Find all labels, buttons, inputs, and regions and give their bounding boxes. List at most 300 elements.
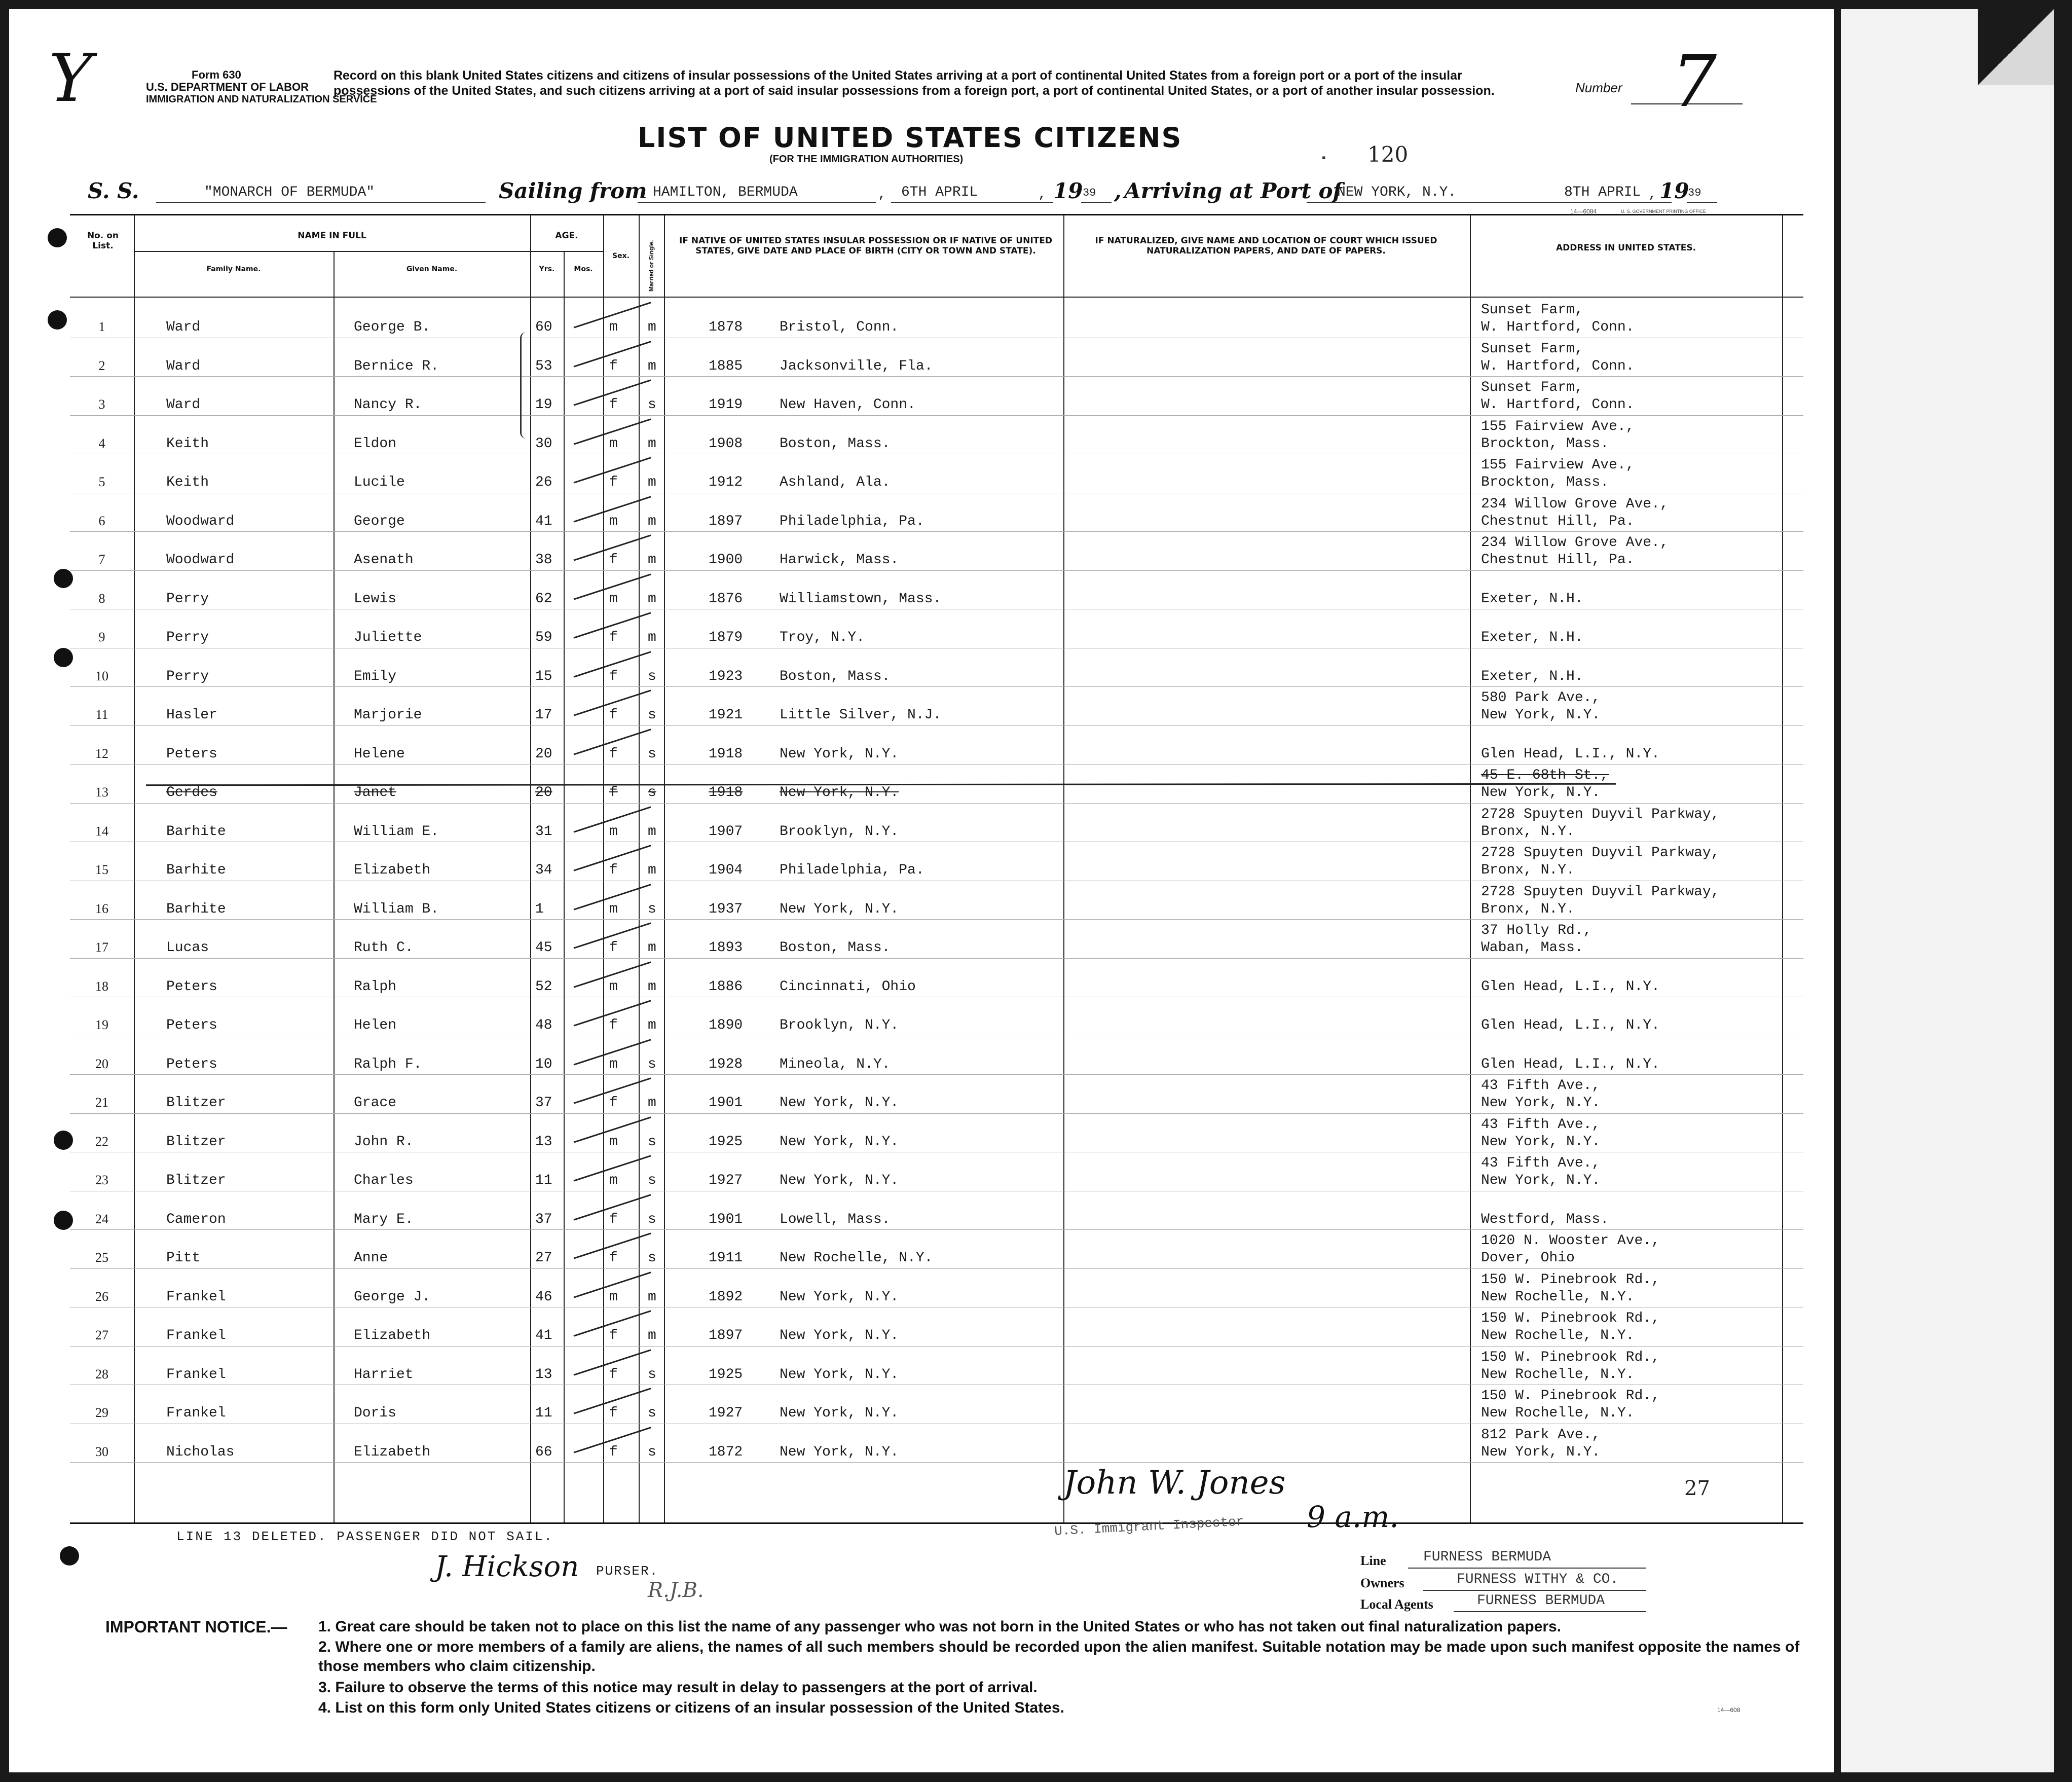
- address-line-1: 2728 Spuyten Duyvil Parkway,: [1481, 806, 1720, 822]
- birth-place: Harwick, Mass.: [780, 552, 899, 568]
- address-line-1: 2728 Spuyten Duyvil Parkway,: [1481, 845, 1720, 861]
- age-years: 19: [535, 397, 552, 413]
- given-name: Anne: [354, 1250, 388, 1266]
- address-line-1: 2728 Spuyten Duyvil Parkway,: [1481, 884, 1720, 900]
- birth-place: New York, N.Y.: [780, 785, 899, 801]
- birth-place: Ashland, Ala.: [780, 475, 891, 490]
- given-name: Eldon: [354, 435, 397, 452]
- table-row: [70, 1269, 1803, 1307]
- address-line-2: Brockton, Mass.: [1481, 435, 1609, 452]
- table-row: [70, 765, 1803, 803]
- address-line-1: Sunset Farm,: [1481, 302, 1583, 318]
- sex: f: [609, 1095, 618, 1111]
- marital-status: s: [648, 785, 656, 801]
- sex: f: [609, 1250, 618, 1266]
- table-row: [70, 1347, 1803, 1385]
- table-row: [70, 842, 1803, 881]
- marital-status: s: [648, 746, 656, 762]
- table-row: [70, 1385, 1803, 1424]
- given-name: William E.: [354, 823, 439, 840]
- address-line-1: 37 Holly Rd.,: [1481, 923, 1592, 938]
- agents-label: Local Agents: [1360, 1597, 1433, 1612]
- row-number: 13: [95, 785, 108, 799]
- sex: f: [609, 862, 618, 878]
- address-line-2: Waban, Mass.: [1481, 940, 1583, 956]
- family-name: Lucas: [166, 940, 209, 956]
- given-name: Elizabeth: [354, 1444, 431, 1460]
- birth-year: 1876: [709, 591, 743, 607]
- col-header-address: ADDRESS IN UNITED STATES.: [1556, 243, 1696, 253]
- birth-place: Mineola, N.Y.: [780, 1056, 891, 1072]
- stamp-number: 120: [1367, 142, 1409, 167]
- age-years: 60: [535, 319, 552, 335]
- page-title: LIST OF UNITED STATES CITIZENS: [638, 122, 1182, 154]
- family-name: Ward: [166, 319, 201, 335]
- age-years: 20: [535, 785, 552, 801]
- given-name: Bernice R.: [354, 358, 439, 374]
- row-number: 11: [95, 707, 108, 722]
- marital-status: m: [648, 435, 656, 452]
- line-value: FURNESS BERMUDA: [1423, 1549, 1551, 1565]
- table-row: [70, 959, 1803, 997]
- marital-status: m: [648, 823, 656, 840]
- birth-year: 1927: [709, 1173, 743, 1188]
- family-name: Barhite: [166, 823, 226, 840]
- marital-status: s: [648, 1211, 656, 1227]
- address-line-2: Chestnut Hill, Pa.: [1481, 552, 1635, 568]
- marital-status: m: [648, 1328, 656, 1343]
- birth-place: Jacksonville, Fla.: [780, 358, 933, 374]
- given-name: Helene: [354, 746, 405, 762]
- comma: ,: [1648, 187, 1657, 202]
- address-line-2: Glen Head, L.I., N.Y.: [1481, 1017, 1660, 1033]
- row-number: 6: [98, 513, 105, 528]
- arriving-year: 39: [1688, 187, 1701, 199]
- marital-status: m: [648, 319, 656, 335]
- row-number: 15: [95, 862, 108, 877]
- table-row: [70, 609, 1803, 648]
- birth-place: Brooklyn, N.Y.: [780, 1017, 899, 1033]
- given-name: Doris: [354, 1405, 397, 1421]
- marital-status: s: [648, 1405, 656, 1421]
- comma: ,: [1038, 187, 1047, 202]
- notice-title: IMPORTANT NOTICE.—: [105, 1618, 287, 1636]
- address-line-2: New York, N.Y.: [1481, 1095, 1601, 1111]
- notice-item-3: 3. Failure to observe the terms of this notice may result in delay to passengers at the port of arrival.: [318, 1679, 1038, 1696]
- birth-place: New Haven, Conn.: [780, 397, 916, 413]
- ship-name-line: [156, 202, 486, 203]
- table-row: [70, 299, 1803, 338]
- address-line-2: Dover, Ohio: [1481, 1250, 1575, 1266]
- row-number: 3: [98, 397, 105, 412]
- address-line-2: W. Hartford, Conn.: [1481, 319, 1635, 335]
- notice-item-4: 4. List on this form only United States citizens or citizens of an insular possession of the United States.: [318, 1699, 1064, 1716]
- address-line-2: New Rochelle, N.Y.: [1481, 1289, 1635, 1305]
- address-line-1: 150 W. Pinebrook Rd.,: [1481, 1311, 1660, 1326]
- birth-year: 1927: [709, 1405, 743, 1421]
- sailing-label: Sailing from: [499, 178, 647, 203]
- punch-hole: [60, 1546, 79, 1566]
- col-header-sex: Sex.: [612, 252, 630, 260]
- address-line-2: Glen Head, L.I., N.Y.: [1481, 978, 1660, 995]
- sex: f: [609, 1211, 618, 1227]
- given-name: Lewis: [354, 591, 397, 607]
- birth-year: 1921: [709, 707, 743, 723]
- family-name: Blitzer: [166, 1095, 226, 1111]
- sex: f: [609, 1444, 618, 1460]
- page-mark: Y: [49, 40, 92, 117]
- given-name: Elizabeth: [354, 1328, 431, 1343]
- arriving-port-line: [1307, 202, 1560, 203]
- family-name: Gerdes: [166, 785, 217, 801]
- marital-status: s: [648, 1250, 656, 1266]
- address-line-2: Glen Head, L.I., N.Y.: [1481, 1056, 1660, 1072]
- birth-place: New York, N.Y.: [780, 1405, 899, 1421]
- row-number: 14: [95, 823, 108, 839]
- marital-status: m: [648, 1095, 656, 1111]
- given-name: Juliette: [354, 630, 422, 645]
- birth-place: Boston, Mass.: [780, 668, 891, 684]
- given-name: Ralph F.: [354, 1056, 422, 1072]
- row-number: 30: [95, 1444, 108, 1459]
- address-line-2: Exeter, N.H.: [1481, 591, 1583, 607]
- address-line-2: New York, N.Y.: [1481, 1173, 1601, 1188]
- passenger-rows: [70, 299, 1803, 1522]
- birth-year: 1925: [709, 1366, 743, 1383]
- age-years: 46: [535, 1289, 552, 1305]
- address-line-1: Sunset Farm,: [1481, 380, 1583, 395]
- row-number: 21: [95, 1095, 108, 1110]
- birth-year: 1908: [709, 435, 743, 452]
- row-number: 29: [95, 1405, 108, 1420]
- family-name: Frankel: [166, 1405, 226, 1421]
- arriving-year-line: [1687, 202, 1717, 203]
- age-years: 41: [535, 513, 552, 529]
- table-row: [70, 726, 1803, 765]
- age-years: 26: [535, 475, 552, 490]
- arriving-label: Arriving at Port of: [1124, 178, 1342, 203]
- row-number: 4: [98, 435, 105, 451]
- row-rule: [70, 1462, 1803, 1463]
- row-number: 8: [98, 591, 105, 606]
- age-years: 13: [535, 1366, 552, 1383]
- marital-status: s: [648, 707, 656, 723]
- address-line-1: 234 Willow Grove Ave.,: [1481, 535, 1669, 551]
- given-name: Asenath: [354, 552, 414, 568]
- family-name: Frankel: [166, 1328, 226, 1343]
- birth-year: 1937: [709, 901, 743, 917]
- address-line-2: New Rochelle, N.Y.: [1481, 1366, 1635, 1383]
- address-line-2: Bronx, N.Y.: [1481, 862, 1575, 878]
- age-years: 52: [535, 978, 552, 995]
- col-header-family: Family Name.: [206, 265, 261, 273]
- row-number: 26: [95, 1289, 108, 1304]
- given-name: Marjorie: [354, 707, 422, 723]
- given-name: Charles: [354, 1173, 414, 1188]
- birth-place: New York, N.Y.: [780, 1444, 899, 1460]
- birth-place: New York, N.Y.: [780, 1366, 899, 1383]
- birth-place: Philadelphia, Pa.: [780, 862, 924, 878]
- marital-status: m: [648, 513, 656, 529]
- birth-year: 1878: [709, 319, 743, 335]
- marital-status: m: [648, 475, 656, 490]
- birth-year: 1897: [709, 513, 743, 529]
- birth-year: 1893: [709, 940, 743, 956]
- row-number: 22: [95, 1134, 108, 1149]
- address-line-2: New York, N.Y.: [1481, 707, 1601, 723]
- sex: m: [609, 823, 618, 840]
- col-header-mos: Mos.: [574, 265, 593, 273]
- address-line-1: 234 Willow Grove Ave.,: [1481, 496, 1669, 512]
- family-name: Ward: [166, 397, 201, 413]
- birth-place: New York, N.Y.: [780, 746, 899, 762]
- birth-place: New Rochelle, N.Y.: [780, 1250, 933, 1266]
- col-header-birth: IF NATIVE OF UNITED STATES INSULAR POSSESSION OR IF NATIVE OF UNITED STATES, GIVE DATE AND PLACE OF BIRTH (CITY OR TOWN AND STATE).: [679, 236, 1052, 256]
- marital-status: m: [648, 630, 656, 645]
- form-number: Form 630: [192, 68, 241, 81]
- address-line-1: 150 W. Pinebrook Rd.,: [1481, 1349, 1660, 1365]
- age-years: 34: [535, 862, 552, 878]
- punch-hole: [48, 310, 67, 330]
- col-header-name: NAME IN FULL: [298, 231, 366, 241]
- birth-place: New York, N.Y.: [780, 1173, 899, 1188]
- sex: m: [609, 978, 618, 995]
- address-line-1: 150 W. Pinebrook Rd.,: [1481, 1388, 1660, 1404]
- sex: m: [609, 435, 618, 452]
- sailing-from-line: [638, 202, 876, 203]
- ship-name: "MONARCH OF BERMUDA": [204, 185, 375, 200]
- birth-year: 1901: [709, 1211, 743, 1227]
- table-row: [70, 804, 1803, 842]
- sex: f: [609, 785, 618, 801]
- punch-hole: [48, 228, 67, 247]
- total-count: 27: [1684, 1477, 1710, 1500]
- page-subtitle: (FOR THE IMMIGRATION AUTHORITIES): [769, 154, 964, 165]
- col-header-age: AGE.: [555, 231, 578, 241]
- sex: f: [609, 1366, 618, 1383]
- birth-place: Little Silver, N.J.: [780, 707, 942, 723]
- age-years: 27: [535, 1250, 552, 1266]
- address-line-2: W. Hartford, Conn.: [1481, 397, 1635, 413]
- agency-name: IMMIGRATION AND NATURALIZATION SERVICE: [146, 94, 377, 105]
- row-number: 20: [95, 1056, 108, 1071]
- age-years: 37: [535, 1211, 552, 1227]
- marital-status: m: [648, 940, 656, 956]
- birth-place: New York, N.Y.: [780, 1289, 899, 1305]
- family-name: Peters: [166, 978, 217, 995]
- birth-year: 1925: [709, 1134, 743, 1150]
- address-line-1: 45 E. 68th St.,: [1481, 768, 1609, 783]
- age-years: 1: [535, 901, 544, 917]
- sailing-date-line: [891, 202, 1053, 203]
- arriving-date: 8TH APRIL: [1564, 185, 1641, 200]
- family-name: Perry: [166, 630, 209, 645]
- table-row: [70, 1307, 1803, 1346]
- print-code: 14—6084: [1570, 208, 1597, 215]
- sailing-year-prefix: 19: [1053, 178, 1083, 203]
- sex: f: [609, 1328, 618, 1343]
- sex: m: [609, 319, 618, 335]
- sex: m: [609, 1056, 618, 1072]
- family-name: Perry: [166, 591, 209, 607]
- address-line-2: New Rochelle, N.Y.: [1481, 1405, 1635, 1421]
- table-row: [70, 1036, 1803, 1075]
- marital-status: m: [648, 552, 656, 568]
- row-number: 25: [95, 1250, 108, 1265]
- birth-year: 1907: [709, 823, 743, 840]
- row-number: 10: [95, 668, 108, 683]
- arriving-port: NEW YORK, N.Y.: [1337, 185, 1457, 200]
- birth-place: Troy, N.Y.: [780, 630, 865, 645]
- given-name: Helen: [354, 1017, 397, 1033]
- family-name: Frankel: [166, 1289, 226, 1305]
- address-line-1: 580 Park Ave.,: [1481, 690, 1601, 706]
- col-header-given: Given Name.: [406, 265, 458, 273]
- marital-status: m: [648, 1017, 656, 1033]
- row-number: 12: [95, 746, 108, 761]
- row-number: 9: [98, 630, 105, 644]
- record-instructions: Record on this blank United States citizens and citizens of insular possessions of the United States arriving at a port of continental United States from a foreign port or a port of the insular possessions of the United States, and such citizens arriving at a port of said insular possessions from a foreign port, a port of continental United States, or a port of another insular possession.: [334, 68, 1495, 98]
- age-years: 53: [535, 358, 552, 374]
- purser-label: PURSER.: [596, 1563, 659, 1579]
- age-years: 17: [535, 707, 552, 723]
- given-name: George B.: [354, 319, 431, 335]
- sex: f: [609, 940, 618, 956]
- family-name: Hasler: [166, 707, 217, 723]
- birth-place: Boston, Mass.: [780, 435, 891, 452]
- birth-year: 1879: [709, 630, 743, 645]
- sex: f: [609, 397, 618, 413]
- birth-place: Philadelphia, Pa.: [780, 513, 924, 529]
- family-name: Peters: [166, 1017, 217, 1033]
- birth-year: 1918: [709, 785, 743, 801]
- birth-year: 1923: [709, 668, 743, 684]
- address-line-2: New York, N.Y.: [1481, 1134, 1601, 1150]
- age-years: 11: [535, 1405, 552, 1421]
- agents-underline: [1454, 1611, 1646, 1612]
- address-line-2: Bronx, N.Y.: [1481, 823, 1575, 840]
- address-line-2: Glen Head, L.I., N.Y.: [1481, 746, 1660, 762]
- sex: m: [609, 1173, 618, 1188]
- address-line-2: Exeter, N.H.: [1481, 668, 1583, 684]
- address-line-2: Exeter, N.H.: [1481, 630, 1583, 645]
- address-line-1: 43 Fifth Ave.,: [1481, 1078, 1601, 1094]
- birth-year: 1901: [709, 1095, 743, 1111]
- marital-status: m: [648, 358, 656, 374]
- row-number: 5: [98, 475, 105, 489]
- address-line-2: New York, N.Y.: [1481, 1444, 1601, 1460]
- sex: f: [609, 1017, 618, 1033]
- col-header-no: No. on List.: [87, 231, 119, 251]
- birth-year: 1885: [709, 358, 743, 374]
- comma: ,: [1114, 178, 1122, 203]
- manifest-page: [9, 9, 1834, 1772]
- family-name: Peters: [166, 746, 217, 762]
- given-name: George: [354, 513, 405, 529]
- marital-status: m: [648, 978, 656, 995]
- age-years: 66: [535, 1444, 552, 1460]
- table-row: [70, 338, 1803, 377]
- given-name: Janet: [354, 785, 397, 801]
- table-row: [70, 454, 1803, 493]
- age-years: 59: [535, 630, 552, 645]
- table-row: [70, 1152, 1803, 1191]
- sex: m: [609, 591, 618, 607]
- given-name: Grace: [354, 1095, 397, 1111]
- line-label: Line: [1360, 1553, 1386, 1568]
- page-curl: [1978, 9, 2054, 85]
- age-years: 48: [535, 1017, 552, 1033]
- agents-value: FURNESS BERMUDA: [1477, 1593, 1605, 1609]
- address-line-1: Sunset Farm,: [1481, 341, 1583, 357]
- header-rule: [530, 251, 603, 252]
- age-years: 45: [535, 940, 552, 956]
- header-rule: [134, 251, 563, 252]
- address-line-1: 150 W. Pinebrook Rd.,: [1481, 1271, 1660, 1288]
- table-row: [70, 1075, 1803, 1113]
- birth-place: New York, N.Y.: [780, 901, 899, 917]
- inspector-label: U.S. Immigrant Inspector: [1054, 1514, 1244, 1539]
- birth-place: New York, N.Y.: [780, 1328, 899, 1343]
- notice-item-1: 1. Great care should be taken not to place on this list the name of any passenger who was not born in the United States or who has not taken out final naturalization papers.: [318, 1618, 1562, 1635]
- address-line-1: 812 Park Ave.,: [1481, 1427, 1601, 1443]
- address-line-2: Chestnut Hill, Pa.: [1481, 513, 1635, 529]
- age-years: 38: [535, 552, 552, 568]
- birth-year: 1904: [709, 862, 743, 878]
- passenger-table: [70, 214, 1803, 1524]
- sex: m: [609, 513, 618, 529]
- line13-note: LINE 13 DELETED. PASSENGER DID NOT SAIL.: [176, 1529, 554, 1544]
- marital-status: s: [648, 668, 656, 684]
- row-number: 17: [95, 940, 108, 955]
- family-name: Peters: [166, 1056, 217, 1072]
- family-name: Nicholas: [166, 1444, 235, 1460]
- family-bracket: [520, 332, 529, 439]
- given-name: Lucile: [354, 475, 405, 490]
- table-row: [70, 1424, 1803, 1463]
- table-row: [70, 881, 1803, 920]
- address-line-2: Bronx, N.Y.: [1481, 901, 1575, 917]
- marital-status: s: [648, 1134, 656, 1150]
- birth-place: Cincinnati, Ohio: [780, 978, 916, 995]
- department-name: U.S. DEPARTMENT OF LABOR: [146, 81, 309, 93]
- table-row: [70, 1114, 1803, 1152]
- row-number: 23: [95, 1173, 108, 1187]
- col-header-yrs: Yrs.: [539, 265, 555, 273]
- owners-underline: [1423, 1590, 1646, 1591]
- sex: f: [609, 630, 618, 645]
- arriving-year-prefix: 19: [1659, 178, 1689, 203]
- table-row: [70, 493, 1803, 532]
- family-name: Blitzer: [166, 1173, 226, 1188]
- age-years: 31: [535, 823, 552, 840]
- address-line-2: New York, N.Y.: [1481, 785, 1601, 801]
- family-name: Woodward: [166, 513, 235, 529]
- address-line-1: 1020 N. Wooster Ave.,: [1481, 1233, 1660, 1249]
- row-number: 18: [95, 978, 108, 994]
- birth-year: 1912: [709, 475, 743, 490]
- row-number: 7: [98, 552, 105, 567]
- table-row: [70, 571, 1803, 609]
- row-number: 2: [98, 358, 105, 373]
- address-line-1: 43 Fifth Ave.,: [1481, 1116, 1601, 1133]
- sex: m: [609, 1134, 618, 1150]
- address-line-2: New Rochelle, N.Y.: [1481, 1328, 1635, 1343]
- sex: f: [609, 552, 618, 568]
- table-row: [70, 1191, 1803, 1230]
- birth-year: 1918: [709, 746, 743, 762]
- birth-year: 1900: [709, 552, 743, 568]
